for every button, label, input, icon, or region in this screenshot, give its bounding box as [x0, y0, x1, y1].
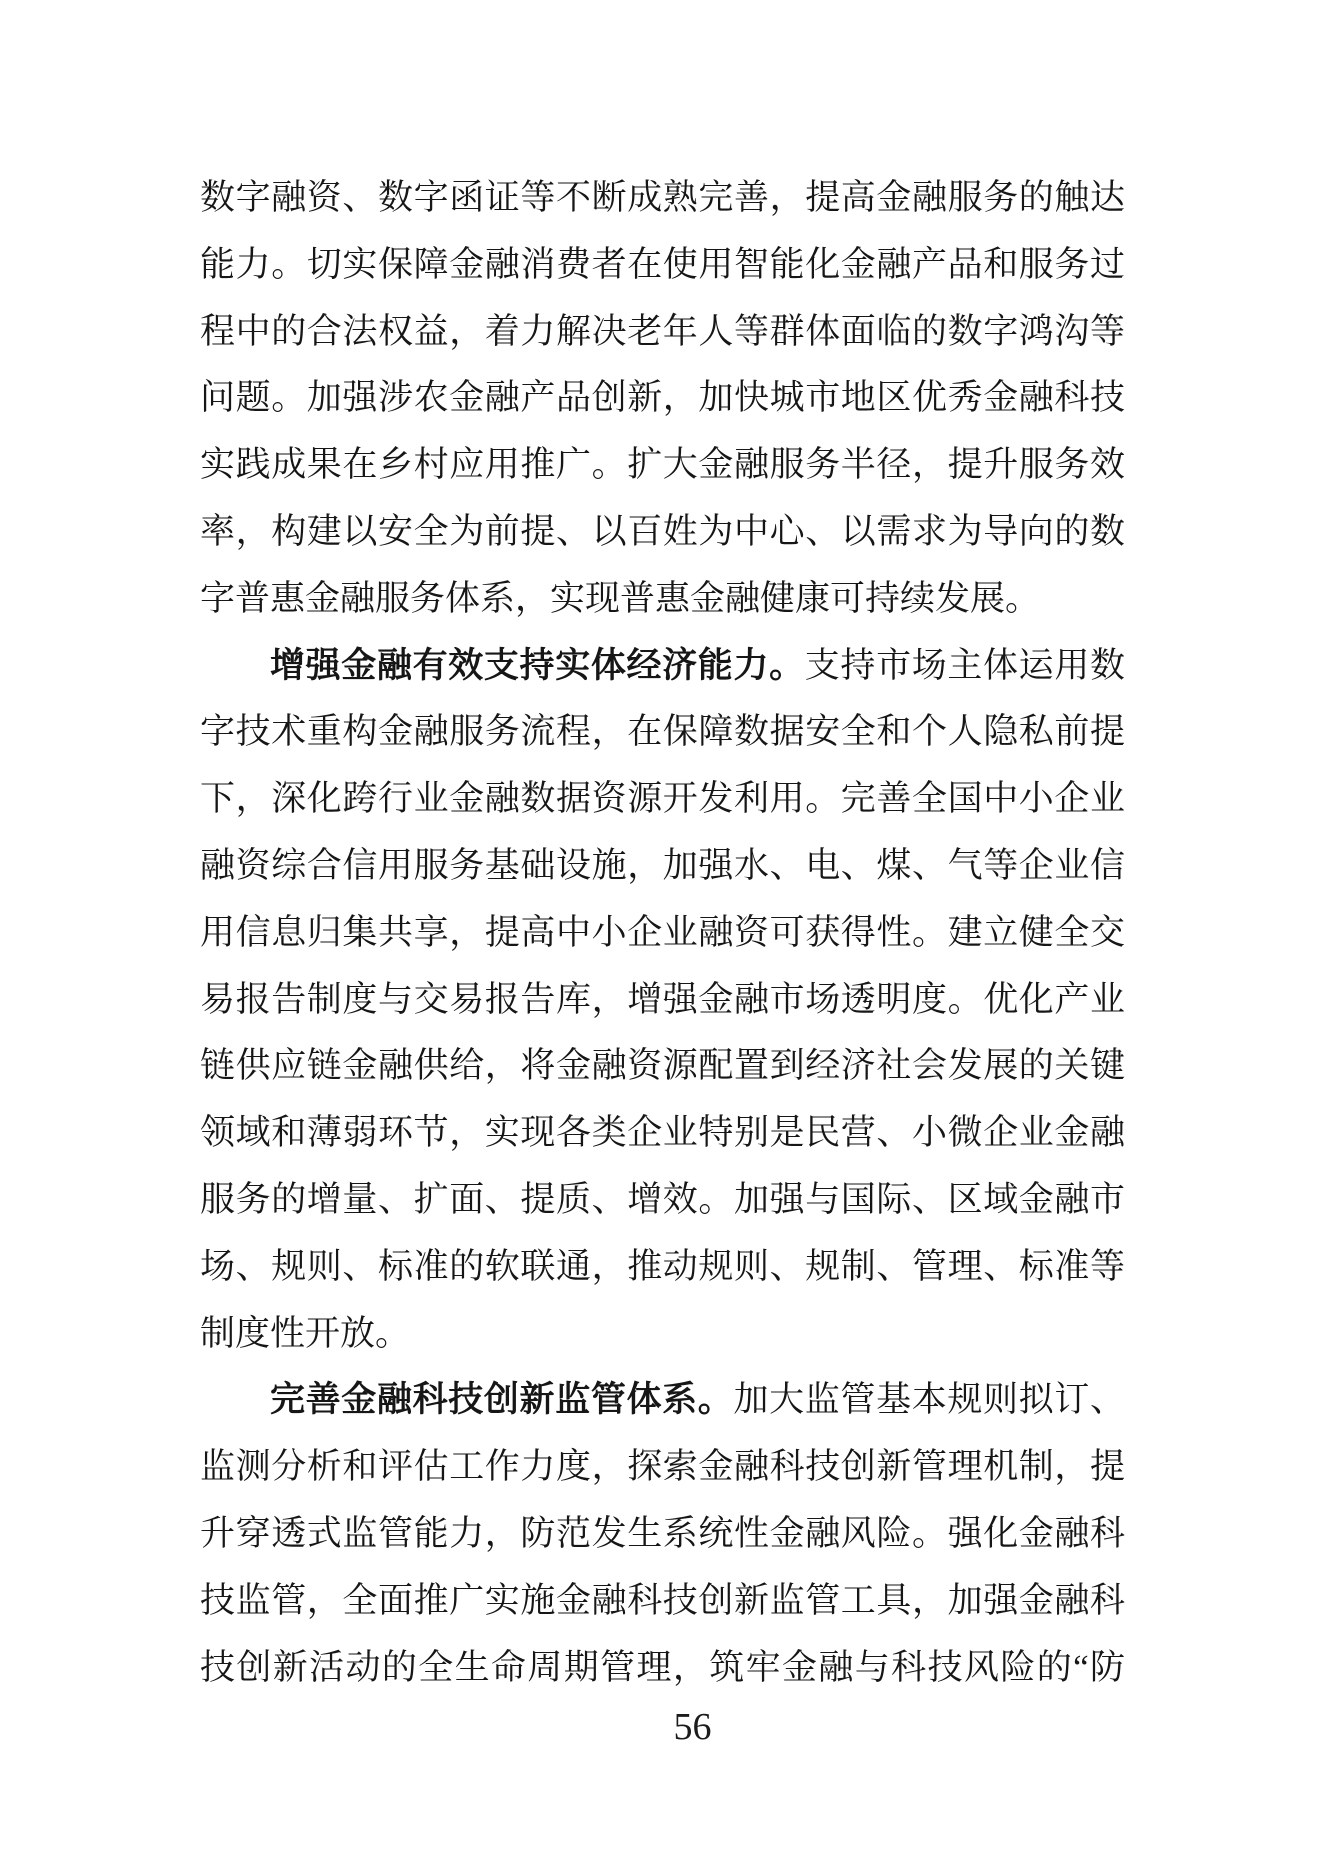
body-text: 实践成果在乡村应用推广。扩大金融服务半径，提升服务效: [200, 445, 1125, 485]
body-text: 链供应链金融供给，将金融资源配置到经济社会发展的关键: [200, 1046, 1125, 1086]
text-line: [200, 967, 1125, 1034]
text-line: [200, 365, 1125, 432]
paragraph: [200, 633, 1125, 1368]
text-line: [200, 633, 1125, 700]
text-line: [200, 1033, 1125, 1100]
text-line: [200, 1301, 1125, 1368]
body-text: 能力。切实保障金融消费者在使用智能化金融产品和服务过: [200, 244, 1125, 284]
body-text: 下，深化跨行业金融数据资源开发利用。完善全国中小企业: [200, 779, 1125, 819]
text-line: [200, 1100, 1125, 1167]
text-line: [200, 766, 1125, 833]
text-line: [200, 1635, 1125, 1702]
body-text: 领域和薄弱环节，实现各类企业特别是民营、小微企业金融: [200, 1113, 1125, 1153]
paragraph: [200, 1367, 1125, 1701]
body-text: 支持市场主体运用数: [804, 645, 1125, 685]
text-line: [200, 1167, 1125, 1234]
text-line: [200, 432, 1125, 499]
body-text: 率，构建以安全为前提、以百姓为中心、以需求为导向的数: [200, 511, 1125, 551]
body-text: 字技术重构金融服务流程，在保障数据安全和个人隐私前提: [200, 712, 1125, 752]
body-text: 数字融资、数字函证等不断成熟完善，提高金融服务的触达: [200, 178, 1125, 217]
body-text: 升穿透式监管能力，防范发生系统性金融风险。强化金融科: [200, 1513, 1125, 1553]
body-text: 场、规则、标准的软联通，推动规则、规制、管理、标准等: [200, 1246, 1125, 1286]
text-line: [200, 833, 1125, 900]
page-number: 56: [673, 1706, 712, 1748]
body-text: 字普惠金融服务体系，实现普惠金融健康可持续发展。: [200, 578, 1041, 618]
body-text: 易报告制度与交易报告库，增强金融市场透明度。优化产业: [200, 979, 1125, 1019]
body-text: 监测分析和评估工作力度，探索金融科技创新管理机制，提: [200, 1447, 1125, 1487]
body-text: 加大监管基本规则拟订、: [733, 1380, 1125, 1420]
text-line: [200, 699, 1125, 766]
body-text: 技监管，全面推广实施金融科技创新监管工具，加强金融科: [200, 1580, 1125, 1620]
text-line: [200, 1234, 1125, 1301]
body-text: 融资综合信用服务基础设施，加强水、电、煤、气等企业信: [200, 845, 1125, 885]
text-line: [200, 1501, 1125, 1568]
text-line: [200, 1568, 1125, 1635]
text-line: [200, 1367, 1125, 1434]
body-text: 制度性开放。: [200, 1313, 411, 1353]
paragraph: [200, 165, 1125, 633]
bold-lead-text: 完善金融科技创新监管体系。: [270, 1380, 734, 1420]
body-text: 技创新活动的全生命周期管理，筑牢金融与科技风险的“防: [200, 1647, 1125, 1687]
text-line: [200, 499, 1125, 566]
body-text: 服务的增量、扩面、提质、增效。加强与国际、区域金融市: [200, 1179, 1125, 1219]
body-text: 问题。加强涉农金融产品创新，加快城市地区优秀金融科技: [200, 378, 1125, 418]
text-line: [200, 232, 1125, 299]
document-body: [200, 165, 1125, 1701]
bold-lead-text: 增强金融有效支持实体经济能力。: [270, 645, 805, 685]
text-line: [200, 900, 1125, 967]
body-text: 用信息归集共享，提高中小企业融资可获得性。建立健全交: [200, 912, 1125, 952]
text-line: [200, 165, 1125, 232]
text-line: [200, 299, 1125, 366]
text-line: [200, 1434, 1125, 1501]
text-line: [200, 566, 1125, 633]
body-text: 程中的合法权益，着力解决老年人等群体面临的数字鸿沟等: [200, 311, 1125, 351]
